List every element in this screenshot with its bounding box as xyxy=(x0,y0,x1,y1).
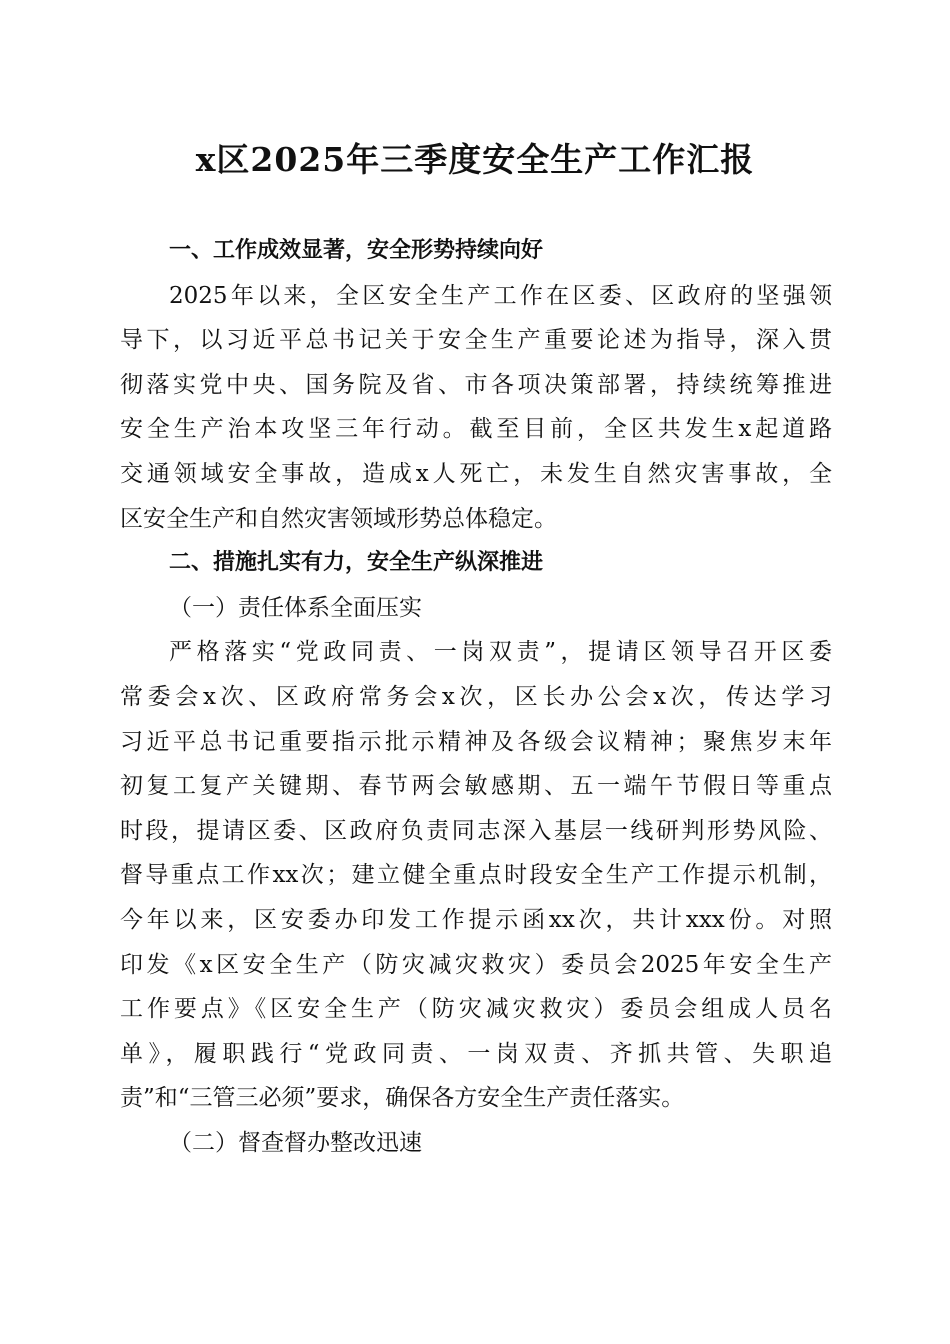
paragraph-line: 彻落实党中央、国务院及省、市各项决策部署，持续统筹推进 xyxy=(120,371,832,398)
document-title: x区2025年三季度安全生产工作汇报 xyxy=(195,140,755,179)
paragraph-line: 初复工复产关键期、春节两会敏感期、五一端午节假日等重点 xyxy=(120,773,832,800)
section-1-paragraph xyxy=(120,274,832,542)
paragraph-line: 印发《x区安全生产（防灾减灾救灾）委员会2025年安全生产 xyxy=(120,951,832,978)
section-2-heading: 二、措施扎实有力，安全生产纵深推进 xyxy=(169,550,544,576)
paragraph-line: 单》，履职践行“党政同责、一岗双责、齐抓共管、失职追 xyxy=(120,1040,832,1067)
paragraph-line: 督导重点工作xx次；建立健全重点时段安全生产工作提示机制， xyxy=(120,862,832,889)
paragraph-line: 责”和“三管三必须”要求，确保各方安全生产责任落实。 xyxy=(120,1085,685,1112)
paragraph-line: 导下，以习近平总书记关于安全生产重要论述为指导，深入贯 xyxy=(120,327,832,354)
paragraph-line: 工作要点》《区安全生产（防灾减灾救灾）委员会组成人员名 xyxy=(120,996,832,1023)
paragraph-line: 习近平总书记重要指示批示精神及各级会议精神；聚焦岁末年 xyxy=(120,728,832,755)
paragraph-line: 安全生产治本攻坚三年行动。截至目前，全区共发生x起道路 xyxy=(120,416,832,443)
paragraph-line: 交通领域安全事故，造成x人死亡，未发生自然灾害事故，全 xyxy=(120,460,832,487)
section-1-heading: 一、工作成效显著，安全形势持续向好 xyxy=(169,238,544,263)
paragraph-line: 2025年以来，全区安全生产工作在区委、区政府的坚强领 xyxy=(169,282,832,309)
paragraph-line: 时段，提请区委、区政府负责同志深入基层一线研判形势风险、 xyxy=(120,817,832,844)
subsection-1-paragraph xyxy=(120,630,832,1121)
paragraph-line: 常委会x次、区政府常务会x次，区长办公会x次，传达学习 xyxy=(120,683,832,710)
subsection-2-heading: （二）督查督办整改迅速 xyxy=(169,1129,422,1156)
paragraph-line: 严格落实“党政同责、一岗双责”，提请区领导召开区委 xyxy=(169,639,832,666)
paragraph-line: 今年以来，区安委办印发工作提示函xx次，共计xxx份。对照 xyxy=(120,906,832,933)
subsection-1-heading: （一）责任体系全面压实 xyxy=(169,594,422,621)
paragraph-line: 区安全生产和自然灾害领域形势总体稳定。 xyxy=(120,505,557,532)
document-body xyxy=(120,229,832,1165)
